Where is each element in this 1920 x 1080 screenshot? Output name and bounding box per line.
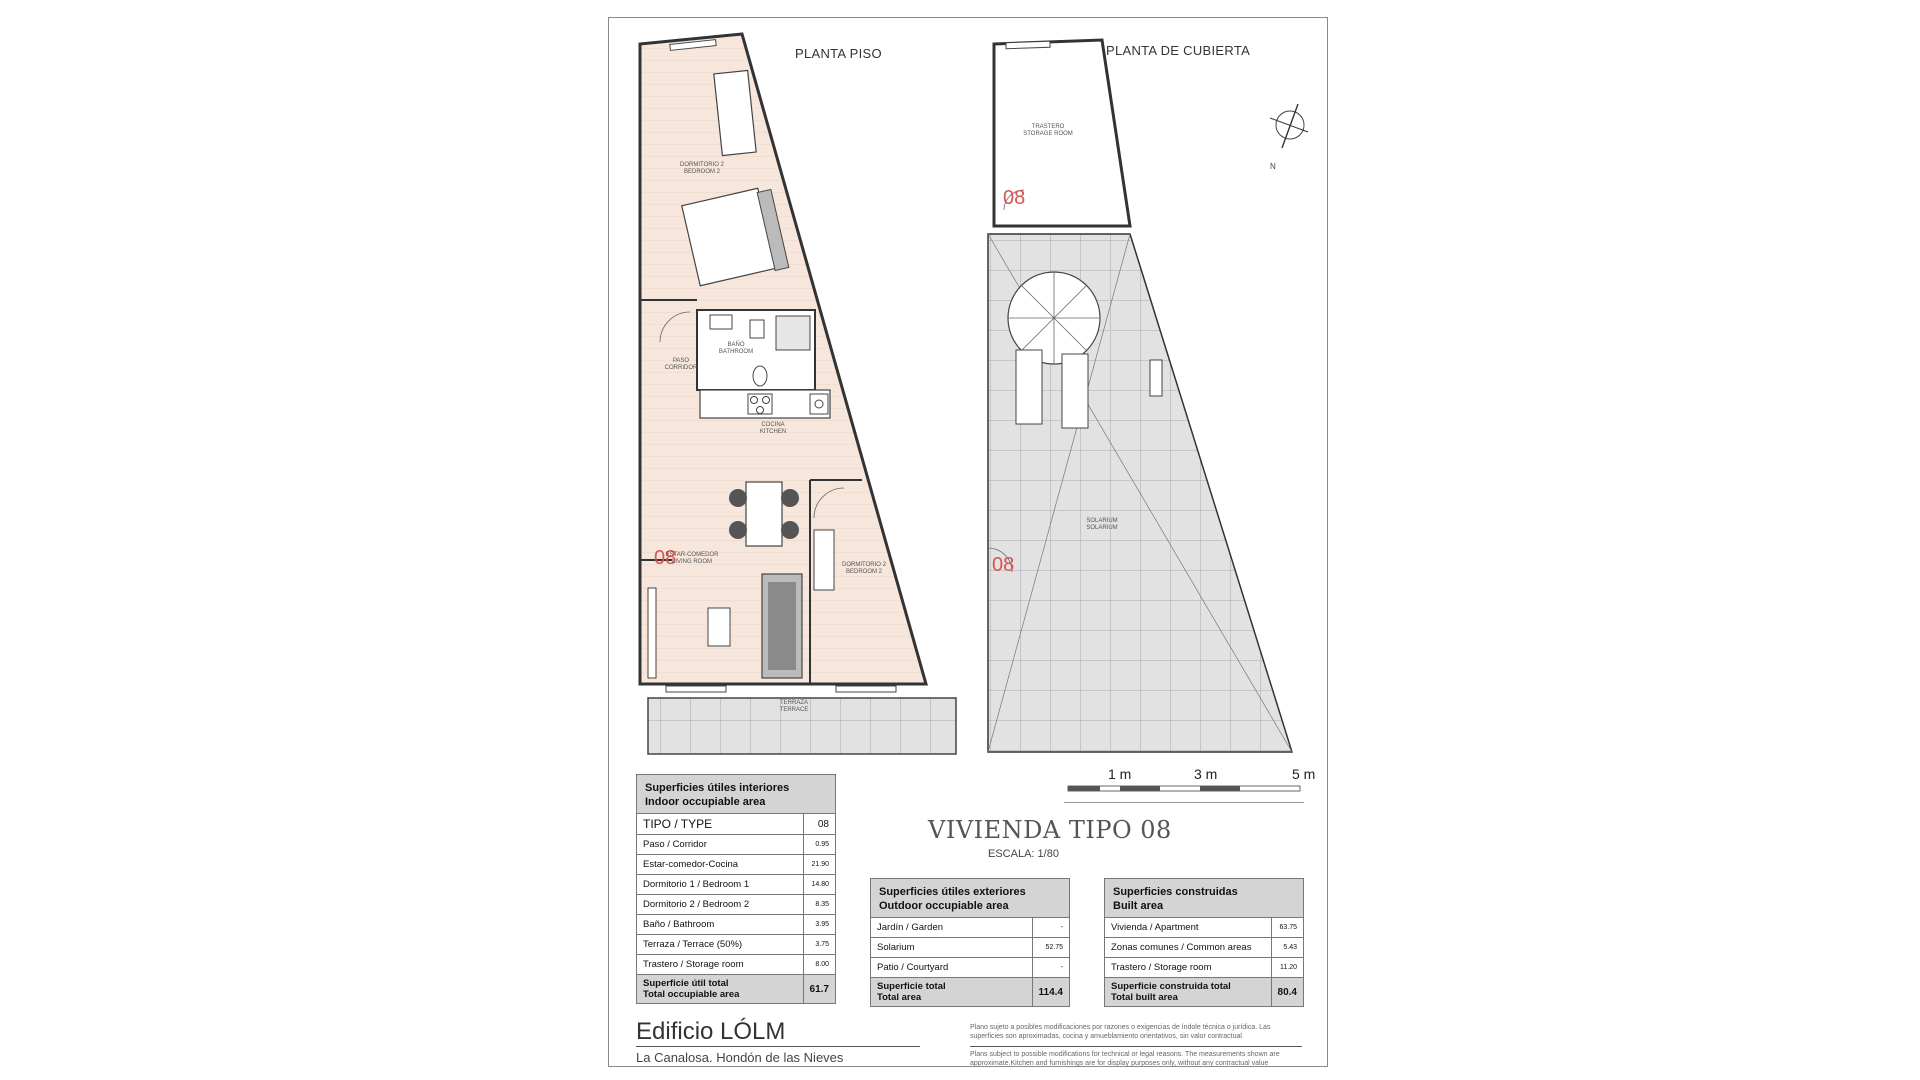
table-row-label: Jardín / Garden bbox=[871, 918, 1033, 938]
table-row-label: Dormitorio 1 / Bedroom 1 bbox=[637, 875, 804, 895]
built-area-table bbox=[1104, 878, 1304, 1007]
dining-table bbox=[746, 482, 782, 546]
total-value: 61.7 bbox=[803, 975, 835, 1004]
coffee-table bbox=[708, 608, 730, 646]
table-header: Superficies construidas Built area bbox=[1105, 879, 1304, 918]
table-row-label: Vivienda / Apartment bbox=[1105, 918, 1272, 938]
table-row-value: 0.95 bbox=[803, 835, 835, 855]
legal-note-es: Plano sujeto a posibles modificaciones por razones o exigencias de índole técnica o jurídica. Las superficies son aproximadas, cocina y amueblamiento orientativos, sin valor contractual bbox=[970, 1024, 1271, 1040]
room-label-corridor: PASO CORRIDOR bbox=[664, 358, 698, 371]
divider bbox=[1064, 802, 1304, 803]
table-row-value: 11.20 bbox=[1271, 958, 1303, 978]
table-row-label: Trastero / Storage room bbox=[637, 955, 804, 975]
table-row-value: 5.43 bbox=[1271, 938, 1303, 958]
scale-label: 5 m bbox=[1292, 766, 1316, 782]
unit-mark: 08 bbox=[1003, 187, 1026, 209]
table-row-value: - bbox=[1032, 918, 1069, 938]
unit-type-title: VIVIENDA TIPO 08 bbox=[928, 816, 1172, 844]
table-row-label: Patio / Courtyard bbox=[871, 958, 1033, 978]
type-value: 08 bbox=[803, 814, 835, 835]
unit-mark: 08 bbox=[992, 554, 1015, 576]
planta-piso-plan bbox=[640, 34, 956, 754]
table-row-value: 52.75 bbox=[1032, 938, 1069, 958]
brand-location: La Canalosa. Hondón de las Nieves bbox=[636, 1050, 844, 1065]
sun-lounger bbox=[1062, 354, 1088, 428]
table-row-value: 21.90 bbox=[803, 855, 835, 875]
table-row-label: Estar-comedor-Cocina bbox=[637, 855, 804, 875]
table-header: Superficies útiles interiores Indoor occupiable area bbox=[637, 775, 836, 814]
scale-label: 1 m bbox=[1108, 766, 1132, 782]
unit-mark: 08 bbox=[654, 547, 677, 569]
scale-bar bbox=[1068, 786, 1300, 791]
total-label: Superficie útil total Total occupiable area bbox=[637, 975, 804, 1004]
divider bbox=[636, 1046, 920, 1047]
total-value: 80.4 bbox=[1271, 978, 1303, 1007]
table-row-label: Zonas comunes / Common areas bbox=[1105, 938, 1272, 958]
table-row-label: Trastero / Storage room bbox=[1105, 958, 1272, 978]
table-row-label: Baño / Bathroom bbox=[637, 915, 804, 935]
legal-note-en: Plans subject to possible modifications for technical or legal reasons. The measurements shown are approximate.Kitchen and furnishings are for display purposes only, without any contractual value bbox=[970, 1051, 1280, 1067]
room-label-bathroom: BAÑO BATHROOM bbox=[718, 342, 754, 355]
table-row-value: 14.80 bbox=[803, 875, 835, 895]
total-label: Superficie construida total Total built area bbox=[1105, 978, 1272, 1007]
table-row-label: Dormitorio 2 / Bedroom 2 bbox=[637, 895, 804, 915]
table-row-value: 8.00 bbox=[803, 955, 835, 975]
room-label-kitchen: COCINA KITCHEN bbox=[759, 422, 787, 435]
indoor-area-table bbox=[636, 774, 836, 1004]
scale-label: 3 m bbox=[1194, 766, 1218, 782]
room-label-storage: TRASTERO STORAGE ROOM bbox=[1023, 124, 1073, 137]
wardrobe-2 bbox=[814, 530, 834, 590]
brand-name: Edificio LÓLM bbox=[636, 1018, 786, 1045]
table-header: Superficies útiles exteriores Outdoor occupiable area bbox=[871, 879, 1070, 918]
north-arrow-icon bbox=[1270, 104, 1308, 148]
roof-plan-title: PLANTA DE CUBIERTA bbox=[1106, 43, 1251, 58]
scale-text: ESCALA: 1/80 bbox=[988, 848, 1059, 860]
table-row-label: Terraza / Terrace (50%) bbox=[637, 935, 804, 955]
room-label-terrace: TERRAZA TERRACE bbox=[779, 700, 809, 713]
table-row-value: 63.75 bbox=[1271, 918, 1303, 938]
table-row-label: Paso / Corridor bbox=[637, 835, 804, 855]
planta-cubierta-plan bbox=[988, 40, 1292, 752]
table-row-value: - bbox=[1032, 958, 1069, 978]
floor-plan-title: PLANTA PISO bbox=[795, 46, 882, 61]
room-label-bedroom-right: DORMITORIO 2 BEDROOM 2 bbox=[842, 562, 886, 575]
room-label-bedroom-top: DORMITORIO 2 BEDROOM 2 bbox=[680, 162, 724, 175]
table-row-label: Solarium bbox=[871, 938, 1033, 958]
sun-lounger bbox=[1016, 350, 1042, 424]
table-row-value: 8.35 bbox=[803, 895, 835, 915]
north-label: N bbox=[1270, 162, 1276, 171]
total-value: 114.4 bbox=[1032, 978, 1069, 1007]
outdoor-area-table bbox=[870, 878, 1070, 1007]
table-row-value: 3.95 bbox=[803, 915, 835, 935]
room-label-solarium: SOLARIUM SOLARIUM bbox=[1086, 518, 1118, 531]
divider bbox=[970, 1046, 1302, 1047]
table-row-value: 3.75 bbox=[803, 935, 835, 955]
type-label: TIPO / TYPE bbox=[637, 814, 804, 835]
room-label-living: ESTAR-COMEDOR LIVING ROOM bbox=[665, 552, 719, 565]
total-label: Superficie total Total area bbox=[871, 978, 1033, 1007]
